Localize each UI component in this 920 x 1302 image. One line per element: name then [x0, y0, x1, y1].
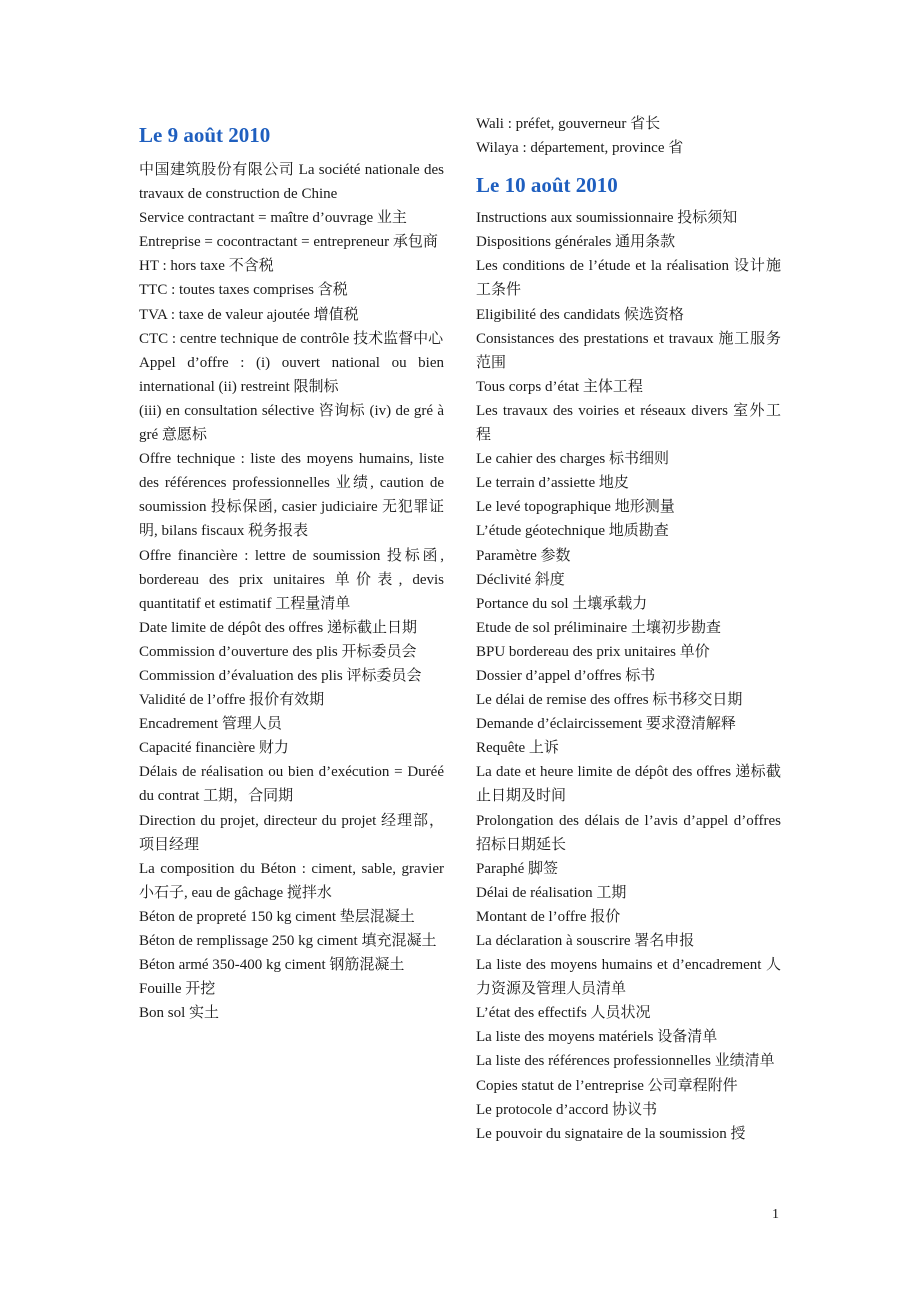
glossary-entry: HT : hors taxe 不含税	[139, 258, 274, 275]
glossary-entry: Offre financière : lettre de soumission 投标函, bordereau des prix unitaires 单价表, devis quantitatif et estimatif 工程量清单	[139, 547, 444, 612]
glossary-entry: La composition du Béton : ciment, sable, gravier 小石子, eau de gâchage 搅拌水	[139, 860, 444, 901]
glossary-entry: Validité de l’offre 报价有效期	[139, 692, 325, 709]
glossary-entry: TTC : toutes taxes comprises 含税	[139, 282, 348, 299]
glossary-entry: La liste des moyens humains et d’encadrement 人力资源及管理人员清单	[476, 957, 781, 998]
glossary-entry: Le levé topographique 地形测量	[476, 499, 675, 516]
glossary-entry: Consistances des prestations et travaux 施工服务范围	[476, 330, 781, 371]
glossary-entry: Demande d’éclaircissement 要求澄清解释	[476, 716, 736, 733]
glossary-entry: Tous corps d’état 主体工程	[476, 378, 643, 395]
glossary-entry: Encadrement 管理人员	[139, 716, 282, 733]
glossary-entry: La liste des moyens matériels 设备清单	[476, 1029, 718, 1046]
glossary-entry: L’étude géotechnique 地质勘查	[476, 523, 669, 540]
glossary-entry: Capacité financière 财力	[139, 740, 289, 757]
glossary-entry: La déclaration à souscrire 署名申报	[476, 933, 695, 949]
glossary-entry: L’état des effectifs 人员状况	[476, 1005, 651, 1022]
glossary-entry: Fouille 开挖	[139, 981, 216, 998]
glossary-entry: 中国建筑股份有限公司 La société nationale des travaux de construction de Chine	[139, 162, 444, 203]
glossary-entry: La date et heure limite de dépôt des offres 递标截止日期及时间	[476, 764, 781, 805]
glossary-entry: Délais de réalisation ou bien d’exécution = Duréé du contrat 工期，合同期	[139, 764, 444, 805]
glossary-entry: Prolongation des délais de l’avis d’appel d’offres 招标日期延长	[476, 812, 781, 853]
glossary-entry: Portance du sol 土壤承载力	[476, 595, 648, 612]
glossary-entry: Les travaux des voiries et réseaux divers 室外工程	[476, 402, 781, 444]
glossary-entry: Béton armé 350-400 kg ciment 钢筋混凝土	[139, 957, 405, 974]
glossary-entry: La liste des références professionnelles 业绩清单	[476, 1053, 775, 1070]
glossary-entry: Montant de l’offre 报价	[476, 908, 621, 925]
entry-list	[476, 206, 781, 1146]
glossary-entry: Dispositions générales 通用条款	[476, 234, 676, 251]
glossary-entry: Le délai de remise des offres 标书移交日期	[476, 692, 743, 709]
glossary-entry: Le terrain d’assiette 地皮	[476, 475, 629, 492]
glossary-entry: Instructions aux soumissionnaire 投标须知	[476, 210, 738, 227]
glossary-entry: Commission d’évaluation des plis 评标委员会	[139, 667, 422, 684]
glossary-entry: CTC : centre technique de contrôle 技术监督中心	[139, 330, 444, 347]
glossary-entry: Eligibilité des candidats 候选资格	[476, 306, 684, 323]
glossary-entry: Etude de sol préliminaire 土壤初步勘查	[476, 619, 721, 636]
glossary-entry: Les conditions de l’étude et la réalisation 设计施工条件	[476, 258, 781, 299]
glossary-entry: Paraphé 脚签	[476, 860, 559, 877]
glossary-entry: Offre technique : liste des moyens humains, liste des références professionnelles 业绩, caution de soumission 投标保函, casier judiciaire 无犯罪证明, bilans fiscaux 税务报表	[139, 451, 444, 540]
right-column	[476, 112, 781, 1146]
date-heading: Le 9 août 2010	[139, 123, 271, 147]
glossary-entry: Béton de remplissage 250 kg ciment 填充混凝土	[139, 933, 437, 949]
glossary-entry: Le pouvoir du signataire de la soumission 授	[476, 1125, 746, 1142]
date-heading: Le 10 août 2010	[476, 173, 618, 198]
glossary-entry: Commission d’ouverture des plis 开标委员会	[139, 643, 417, 660]
entry-list	[476, 112, 781, 160]
glossary-entry: Déclivité 斜度	[476, 571, 565, 588]
glossary-entry: Dossier d’appel d’offres 标书	[476, 667, 656, 684]
entry-list	[139, 158, 444, 1025]
glossary-entry: Délai de réalisation 工期	[476, 884, 627, 901]
glossary-entry: Wilaya : département, province 省	[476, 140, 684, 157]
glossary-entry: Direction du projet, directeur du projet 经理部，项目经理	[139, 812, 444, 853]
glossary-entry: BPU bordereau des prix unitaires 单价	[476, 643, 710, 660]
page-number: 1	[772, 1207, 779, 1222]
glossary-entry: Appel d’offre : (i) ouvert national ou bien international (ii) restreint 限制标	[139, 354, 444, 395]
glossary-entry: Entreprise = cocontractant = entrepreneur 承包商	[139, 234, 438, 251]
glossary-entry: Date limite de dépôt des offres 递标截止日期	[139, 619, 417, 636]
glossary-entry: TVA : taxe de valeur ajoutée 增值税	[139, 306, 359, 323]
glossary-entry: Requête 上诉	[476, 740, 559, 757]
glossary-entry: Béton de propreté 150 kg ciment 垫层混凝土	[139, 908, 415, 925]
glossary-entry: Bon sol 实土	[139, 1005, 220, 1022]
glossary-entry: Copies statut de l’entreprise 公司章程附件	[476, 1077, 738, 1094]
glossary-entry: Paramètre 参数	[476, 547, 571, 564]
glossary-entry: Service contractant = maître d’ouvrage 业主	[139, 210, 407, 227]
glossary-entry: Le cahier des charges 标书细则	[476, 451, 669, 468]
left-column	[139, 112, 444, 1025]
glossary-entry: Le protocole d’accord 协议书	[476, 1101, 658, 1118]
glossary-entry: Wali : préfet, gouverneur 省长	[476, 116, 661, 132]
glossary-entry: (iii) en consultation sélective 咨询标 (iv) de gré à gré 意愿标	[139, 402, 444, 444]
